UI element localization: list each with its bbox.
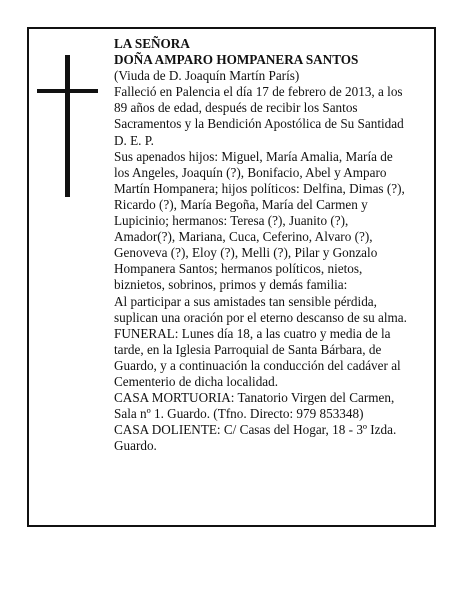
obituary-body-line: Cementerio de dicha localidad.	[114, 373, 279, 389]
obituary-body-line: Lupicinio; hermanos: Teresa (?), Juanito (?),	[114, 213, 349, 229]
obituary-body-line: Martín Hompanera; hijos políticos: Delfina, Dimas (?),	[114, 180, 405, 196]
obituary-body-line: Amador(?), Mariana, Cuca, Ceferino, Alvaro (?),	[114, 229, 373, 245]
obituary-body-line: Falleció en Palencia el día 17 de febrero de 2013, a los	[114, 84, 403, 100]
obituary-body-line: Sus apenados hijos: Miguel, María Amalia, María de	[114, 148, 393, 164]
obituary-body-line: (Viuda de D. Joaquín Martín París)	[114, 68, 300, 84]
obituary-body-line: Hompanera Santos; hermanos políticos, nietos,	[114, 261, 363, 277]
obituary-body-line: Guardo, y a continuación la conducción del cadáver al	[114, 357, 401, 373]
obituary-body-line: FUNERAL: Lunes día 18, a las cuatro y media de la	[114, 325, 391, 341]
obituary-body-line: tarde, en la Iglesia Parroquial de Santa Bárbara, de	[114, 341, 382, 357]
cross-vertical-bar	[65, 55, 70, 197]
obituary-heading-line: LA SEÑORA	[114, 36, 190, 51]
obituary-body-line: D. E. P.	[114, 132, 154, 148]
obituary-body-line: CASA MORTUORIA: Tanatorio Virgen del Carmen,	[114, 390, 395, 406]
deceased-name: DOÑA AMPARO HOMPANERA SANTOS	[114, 52, 359, 68]
obituary-body-line: biznietos, sobrinos, primos y demás familia:	[114, 277, 348, 293]
obituary-body-line: Guardo.	[114, 438, 157, 454]
obituary-body-line: Ricardo (?), María Begoña, María del Carmen y	[114, 196, 368, 212]
obituary-body-line: suplican una oración por el eterno descanso de su alma.	[114, 309, 407, 325]
obituary-body-line: Sacramentos y la Bendición Apostólica de Su Santidad	[114, 116, 404, 132]
obituary-body-line: Sala nº 1. Guardo. (Tfno. Directo: 979 853348)	[114, 406, 364, 422]
obituary-body-line: Al participar a sus amistades tan sensible pérdida,	[114, 293, 377, 309]
cross-horizontal-bar	[37, 89, 98, 93]
obituary-body-line: 89 años de edad, después de recibir los Santos	[114, 100, 358, 116]
obituary-body-line: Genoveva (?), Eloy (?), Melli (?), Pilar y Gonzalo	[114, 245, 378, 261]
obituary-text	[114, 36, 426, 454]
obituary-body-line: CASA DOLIENTE: C/ Casas del Hogar, 18 - 3º Izda.	[114, 422, 397, 438]
obituary-body-line: los Angeles, Joaquín (?), Bonifacio, Abel y Amparo	[114, 164, 387, 180]
